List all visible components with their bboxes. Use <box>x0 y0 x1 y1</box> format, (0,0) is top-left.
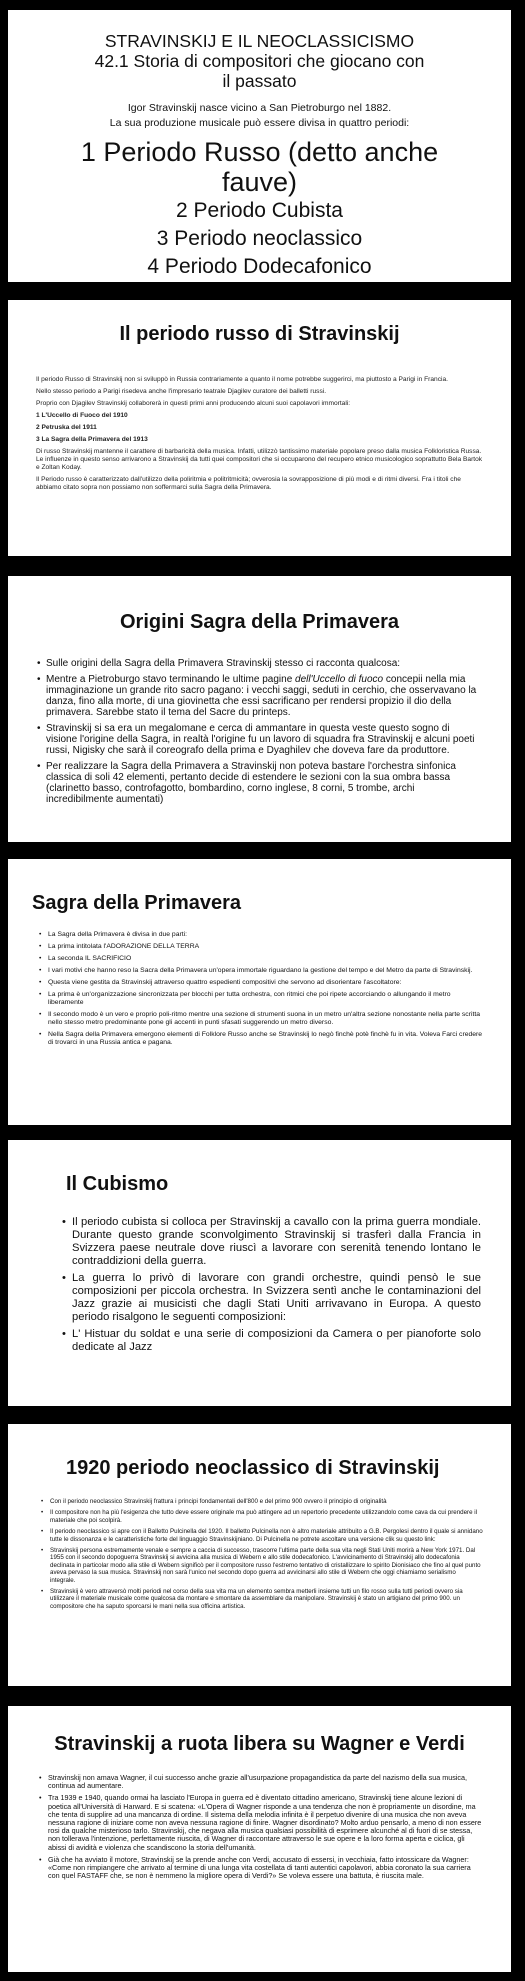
period-item: 2 Periodo Cubista <box>176 199 343 222</box>
bullet-item: • Il secondo modo è un vero e proprio poli-ritmo mentre una sezione di strumenti suona in un metro un'altra sezione nonostante nella parte scritta nello stesso metro predominante pone gli accenti in punti sfasati suggerendo un metro diverso. <box>48 1011 483 1027</box>
slide-title: Il periodo russo di Stravinskij <box>119 323 400 345</box>
bullet-list <box>8 915 511 1047</box>
bullet-item: • Stravinskij non amava Wagner, il cui successo anche grazie all'usurpazione propagandistica da parte del nazismo della sua musica, continua ad aumentare. <box>48 1774 483 1790</box>
period-item: 4 Periodo Dodecafonico <box>147 255 372 278</box>
period-item: 3 Periodo neoclassico <box>156 227 363 250</box>
paragraph: Il periodo Russo di Stravinskij non si sviluppò in Russia contrariamente a quanto il nome potrebbe suggerirci, ma piuttosto a Parigi in Francia. <box>36 376 448 383</box>
paragraph: Di russo Stravinskij mantenne il carattere di barbaricità della musica. Infatti, utilizzò tantissimo materiale popolare preso dalla musica Folkloristica Russa. Le influenze in questo senso arrivarono a Stravinskij da tutti quei compositori che si occuparono del recupero etnico musicologico soprattutto Bela Bartok e Zoltan Koday. <box>36 448 483 471</box>
title-line: 42.1 Storia di compositori che giocano con <box>94 51 425 71</box>
bullet-item: • Stravinskij è vero attraversò molti periodi nel corso della sua vita ma un elemento sembra metterli insieme tutti un filo rosso sulla tutti periodi ovvero sia utilizzare il materiale musicale come qualcosa da montare e smontare da assemblare da manipolare. Stravinskij è stato un artigiano del primo 900. un compositore che ha saputo sporcarsi le mani nella sua officina artistica. <box>50 1588 483 1610</box>
work-item: 1 L'Uccello di Fuoco del 1910 <box>36 412 128 419</box>
title-line: il passato <box>222 71 297 91</box>
slide-cubismo <box>8 1140 511 1406</box>
bullet-item: • Il compositore non ha più l'esigenza che tutto deve essere originale ma può attingere ad un repertorio precedente utilizzandolo come cava da cui prendere il materiale che poi scolpirà. <box>50 1509 483 1524</box>
paragraph: Proprio con Djagilev Stravinskij collaborerà in questi primi anni producendo alcuni suoi capolavori immortali: <box>36 400 351 407</box>
bullet-list <box>8 1756 511 1880</box>
bullet-item: • Sulle origini della Sagra della Primavera Stravinskij stesso ci racconta qualcosa: <box>46 658 483 669</box>
work-title: dell'Uccello di fuoco <box>295 674 384 685</box>
slide-intro <box>8 10 511 282</box>
title-line: STRAVINSKIJ E IL NEOCLASSICISMO <box>104 31 415 51</box>
slide-title: Sagra della Primavera <box>32 892 242 914</box>
slide-title: Origini Sagra della Primavera <box>119 611 399 633</box>
bullet-item: • Con il periodo neoclassico Stravinskij frattura i principi fondamentali dell'800 e del primo 900 ovvero il principio di originalità <box>50 1498 483 1505</box>
intro-text <box>8 101 511 131</box>
slide-sagra-primavera <box>8 859 511 1125</box>
work-item: 2 Petruska del 1911 <box>36 424 97 431</box>
slide-title: Il Cubismo <box>66 1173 169 1195</box>
bullet-item: • L' Histuar du soldat e una serie di composizioni da Camera o per pianoforte solo dedicate al Jazz <box>72 1328 481 1354</box>
period-list <box>8 137 511 281</box>
bullet-list <box>8 1196 511 1354</box>
slide-periodo-russo <box>8 300 511 556</box>
paragraph: Il Periodo russo è caratterizzato dall'utilizzo della poliritmia e politritmicità; ovverosia la sovrapposizione di più modi e di ritmi diversi. Fra i titoli che abbiamo citato sopra non possiamo non soffermarci sulla Sagra della Primavera. <box>36 476 461 491</box>
bullet-item: • Stravinskij si sa era un megalomane e cerca di ammantare in questa veste questo sogno di visione l'origine della Sagra, in realtà l'origine fu un lavoro di squadra fra Stravinskij e alcuni poeti russi, Nigisky che sarà il coreografo della prima e Dyaghilev che doveva fare da produttore. <box>46 723 483 756</box>
bullet-item <box>46 674 483 718</box>
slide-title <box>8 10 511 91</box>
bullet-item: • Questa viene gestita da Stravinskij attraverso quattro espedienti compositivi che servono ad disorientare l'ascoltatore: <box>48 979 483 987</box>
bullet-item: • Nella Sagra della Primavera emergono elementi di Folklore Russo anche se Stravinskij lo negò finchè potè finchè fu in vita. Voleva Farci credere di trovarci in una Russia antica e pagana. <box>48 1031 483 1047</box>
bullet-text: concepii nella mia immaginazione un grande rito sacro pagano: i vecchi saggi, seduti in cerchio, che osservavano la danza, fino alla morte, di una giovinetta che essi sacrificano per rendersi propizio il dio della primavera. Sarebbe stato il tema del Sacre du printeps. <box>46 674 477 718</box>
period-item: fauve) <box>221 167 298 197</box>
bullet-item: • La guerra lo privò di lavorare con grandi orchestre, quindi pensò le sue composizioni per piccola orchestra. In Svizzera sentì anche le contaminazioni del Jazz grazie ai musicisti che dagli Stati Uniti arrivavano in Europa. A questo periodo risalgono le seguenti composizioni: <box>72 1272 481 1324</box>
bullet-item: • Per realizzare la Sagra della Primavera a Stravinskij non poteva bastare l'orchestra sinfonica classica di soli 42 elementi, pertanto decide di estendere le sezioni con la sua ombra bassa (clarinetto basso, controfagotto, bombardino, corno inglese, 8 corni, 5 trombe, archi incredibilmente aumentati) <box>46 761 483 805</box>
slide-title: 1920 periodo neoclassico di Stravinskij <box>66 1457 440 1479</box>
intro-line: Igor Stravinskij nasce vicino a San Pietroburgo nel 1882. <box>127 102 392 114</box>
bullet-item: • I vari motivi che hanno reso la Sacra della Primavera un'opera immortale riguardano la gestione del tempo e del Metro da parte di Stravinskij. <box>48 967 483 975</box>
bullet-list <box>8 1480 511 1610</box>
bullet-item: • Stravinskij persona estremamente venale e sempre a caccia di successo, trascorre l'ultima parte della sua vita negli Stati Uniti morirà a New York 1971. Dal 1955 con il secondo dopoguerra Stravinskij si avvicina alla musica di Webern e allo stile dodecafonico. L'avvicinamento di Stravinskij allo dodecafonia declinata in particolar modo alla stile di Webern significò per il compositore russo l'estremo tentativo di cristallizzare lo spirito Dionisiaco che fino al quel punto aveva pervaso la sua musica. Stravinskij non sarà l'unico nel secondo dopo guerra ad avvicinarsi allo stile di Webern che oggi chiamiamo serialismo integrale. <box>50 1547 483 1584</box>
paragraph: Nello stesso periodo a Parigi risedeva anche l'impresario teatrale Djagilev curatore dei balletti russi. <box>36 388 327 395</box>
bullet-text: Mentre a Pietroburgo stavo terminando le ultime pagine <box>46 674 296 685</box>
period-item: 1 Periodo Russo (detto anche <box>80 137 439 167</box>
bullet-list <box>8 634 511 805</box>
bullet-item: • La Sagra della Primavera è divisa in due parti: <box>48 931 483 939</box>
bullet-item: • Tra 1939 e 1940, quando ormai ha lasciato l'Europa in guerra ed è diventato cittadino americano, Stravinskij tiene alcune lezioni di poetica all'Università di Harward. E si scatena: «L'Opera di Wagner risponde a una tendenza che non è propriamente un disordine, ma che tenta di supplire ad una mancanza di ordine. Il sistema della melodia infinita è il perpetuo divenire di una musica che non aveva nessuna ragione di iniziare come non aveva nessuna ragione di finire. Wagner disordinato? Molto arduo pensarlo, a meno di non essere rosi da qualche misterioso tarlo. Stravinskij, che negava alla musica qualsiasi possibilità di esprimere alcunché al di fuori di se stessa, non tollerava l'intenzione, perfettamente riuscita, di Wagner di raccontare attraverso le sue opere e la loro forma aperta e ciclica, gli abissi di avidità e violenza che scandiscono la storia dell'umanità. <box>48 1794 483 1851</box>
bullet-item: • La seconda IL SACRIFICIO <box>48 955 483 963</box>
bullet-item: • Il periodo cubista si colloca per Stravinskij a cavallo con la prima guerra mondiale. Durante questo grande sconvolgimento Stravinskij si trasferì dalla Francia in Svizzera paese neutrale dove riuscì a lavorare con serenità tenendo lontano le contraddizioni della guerra. <box>72 1216 481 1268</box>
work-item: 3 La Sagra della Primavera del 1913 <box>36 436 148 443</box>
bullet-item: • Già che ha avviato il motore, Stravinskij se la prende anche con Verdi, accusato di essersi, in vecchiaia, fatto intossicare da Wagner: «Come non rimpiangere che arrivato al termine di una lunga vita costellata di tanti autentici capolavori, abbia coronato la sua carriera con quel FASTAFF che, se non è nemmeno la migliore opera di Verdi?» Se voleva essere una battuta, è riuscita male. <box>48 1856 483 1881</box>
bullet-item: • La prima è un'organizzazione sincronizzata per blocchi per tutta orchestra, con ritmici che poi ripete accorciando o allungando il metro liberamente <box>48 991 483 1007</box>
slide-wagner-verdi <box>8 1706 511 1972</box>
slide-body <box>8 346 511 492</box>
bullet-item: • Il periodo neoclassico si apre con il Balletto Pulcinella del 1920. Il balletto Pulcinella non è altro materiale attribuito a G.B. Pergolesi dentro il quale si annidano tutte le dissonanza e le caratteristiche forte del linguaggio Stravinskijniano. Di Pulcinella ne potrete ascoltare una versione clik su questo link: <box>50 1528 483 1543</box>
slide-origini-sagra <box>8 576 511 842</box>
bullet-item: • La prima intitolata l'ADORAZIONE DELLA TERRA <box>48 943 483 951</box>
intro-line: La sua produzione musicale può essere divisa in quattro periodi: <box>109 117 410 129</box>
slide-title: Stravinskij a ruota libera su Wagner e Verdi <box>54 1733 465 1755</box>
slide-neoclassico <box>8 1424 511 1686</box>
